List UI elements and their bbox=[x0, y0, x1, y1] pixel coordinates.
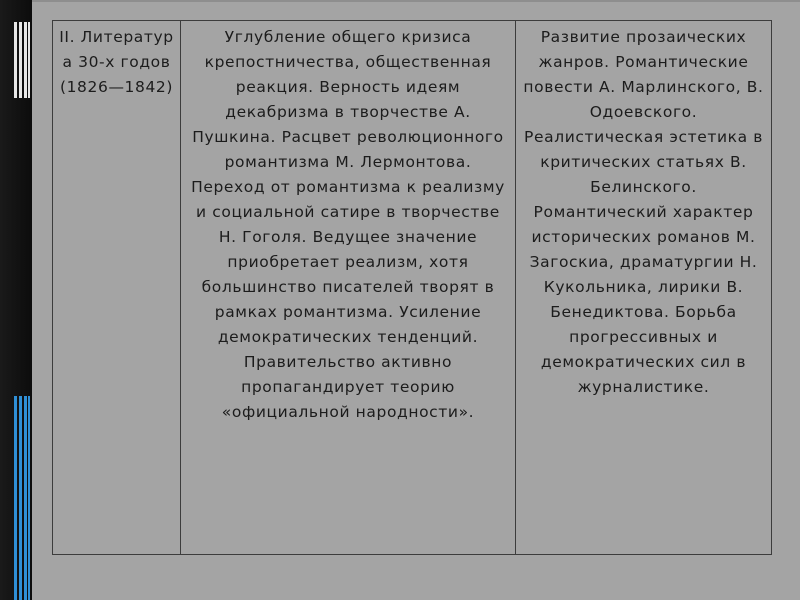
period-cell bbox=[53, 21, 181, 555]
bottom-stripe-decoration bbox=[14, 396, 30, 600]
literary-development-cell: Развитие прозаических жанров. Романтические повести А. Марлинского, В. Одоевского. Реалистическая эстетика в критических статьях В. Белинского. Романтический характер исторических романов М. Загоскиа, драматургии Н. Кукольника, лирики В. Бенедиктова. Борьба прогрессивных и демократических сил в журналистике. bbox=[516, 21, 772, 555]
top-stripe-decoration bbox=[14, 22, 30, 98]
period-text: II. Литература 30-х годов (1826—1842) bbox=[59, 28, 174, 96]
left-decorative-band bbox=[0, 0, 32, 600]
literature-period-table bbox=[52, 20, 772, 555]
top-divider bbox=[32, 0, 800, 2]
table-row bbox=[53, 21, 772, 555]
historical-events-cell: Углубление общего кризиса крепостничества, общественная реакция. Верность идеям декабризма в творчестве А. Пушкина. Расцвет революционного романтизма М. Лермонтова. Переход от романтизма к реализму и социальной сатире в творчестве Н. Гоголя. Ведущее значение приобретает реализм, хотя большинство писателей творят в рамках романтизма. Усиление демократических тенденций. Правительство активно пропагандирует теорию «официальной народности». bbox=[181, 21, 516, 555]
